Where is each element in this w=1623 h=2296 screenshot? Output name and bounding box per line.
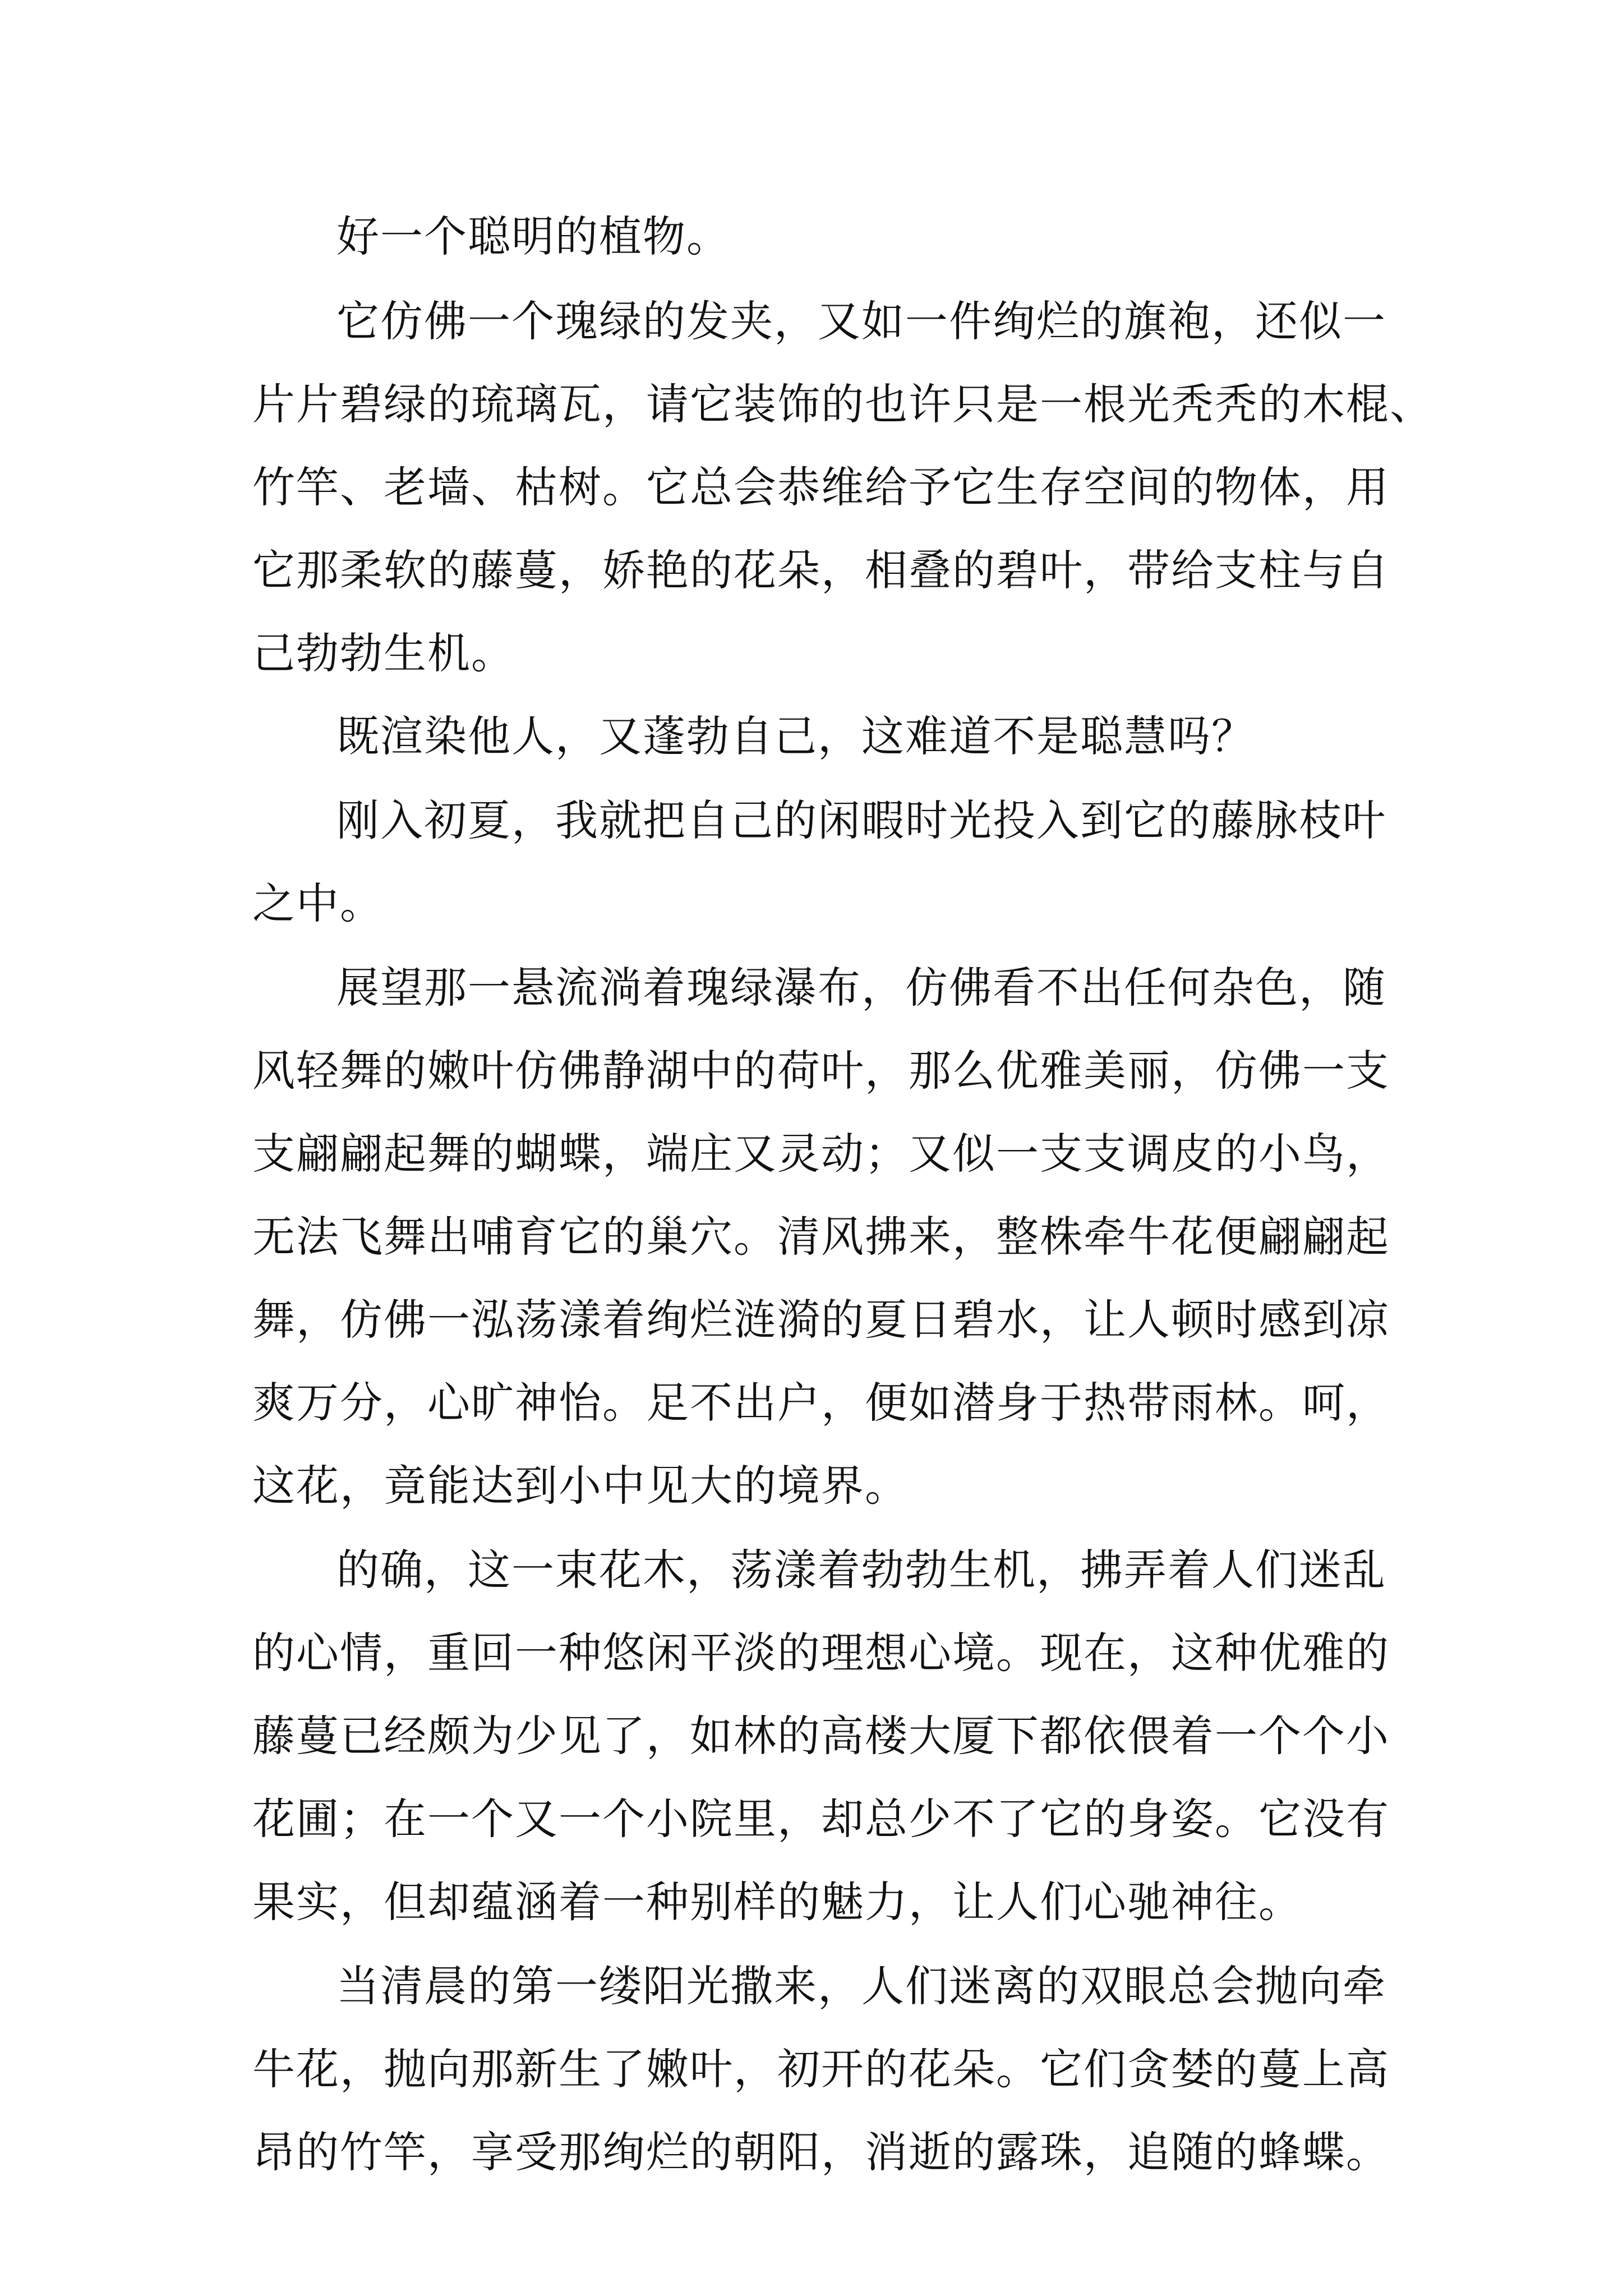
text-line: 它仿佛一个瑰绿的发夹，又如一件绚烂的旗袍，还似一 xyxy=(336,296,1386,346)
text-line: 它那柔软的藤蔓，娇艳的花朵，相叠的碧叶，带给支柱与自 xyxy=(252,545,1390,595)
text-line: 无法飞舞出哺育它的巢穴。清风拂来，整株牵牛花便翩翩起 xyxy=(252,1212,1390,1262)
text-line: 昂的竹竿，享受那绚烂的朝阳，消逝的露珠，追随的蜂蝶。 xyxy=(252,2127,1390,2177)
text-line: 花圃；在一个又一个小院里，却总少不了它的身姿。它没有 xyxy=(252,1794,1390,1844)
text-line: 牛花，抛向那新生了嫩叶，初开的花朵。它们贪婪的蔓上高 xyxy=(252,2044,1390,2094)
text-line: 当清晨的第一缕阳光撒来，人们迷离的双眼总会抛向牵 xyxy=(336,1961,1386,2011)
text-line: 的心情，重回一种悠闲平淡的理想心境。现在，这种优雅的 xyxy=(252,1628,1390,1678)
text-line: 爽万分，心旷神怡。足不出户，便如潜身于热带雨林。呵， xyxy=(252,1378,1390,1428)
text-line: 竹竿、老墙、枯树。它总会恭维给予它生存空间的物体，用 xyxy=(252,462,1390,512)
text-line: 之中。 xyxy=(252,878,384,928)
text-line: 风轻舞的嫩叶仿佛静湖中的荷叶，那么优雅美丽，仿佛一支 xyxy=(252,1046,1390,1096)
text-line: 这花，竟能达到小中见大的境界。 xyxy=(252,1461,909,1511)
text-line: 藤蔓已经颇为少见了，如林的高楼大厦下都依偎着一个个小 xyxy=(252,1711,1390,1761)
text-line: 舞，仿佛一泓荡漾着绚烂涟漪的夏日碧水，让人顿时感到凉 xyxy=(252,1295,1390,1345)
text-line: 好一个聪明的植物。 xyxy=(336,211,730,261)
text-line: 片片碧绿的琉璃瓦，请它装饰的也许只是一根光秃秃的木棍、 xyxy=(252,379,1433,429)
text-line: 己勃勃生机。 xyxy=(252,628,515,678)
text-line: 刚入初夏，我就把自己的闲暇时光投入到它的藤脉枝叶 xyxy=(336,795,1386,845)
text-line: 果实，但却蕴涵着一种别样的魅力，让人们心驰神往。 xyxy=(252,1877,1302,1927)
text-line: 支翩翩起舞的蝴蝶，端庄又灵动；又似一支支调皮的小鸟， xyxy=(252,1129,1390,1179)
text-line: 既渲染他人，又蓬勃自己，这难道不是聪慧吗？ xyxy=(336,711,1255,761)
text-line: 的确，这一束花木，荡漾着勃勃生机，拂弄着人们迷乱 xyxy=(336,1545,1386,1595)
text-line: 展望那一悬流淌着瑰绿瀑布，仿佛看不出任何杂色，随 xyxy=(336,963,1386,1013)
